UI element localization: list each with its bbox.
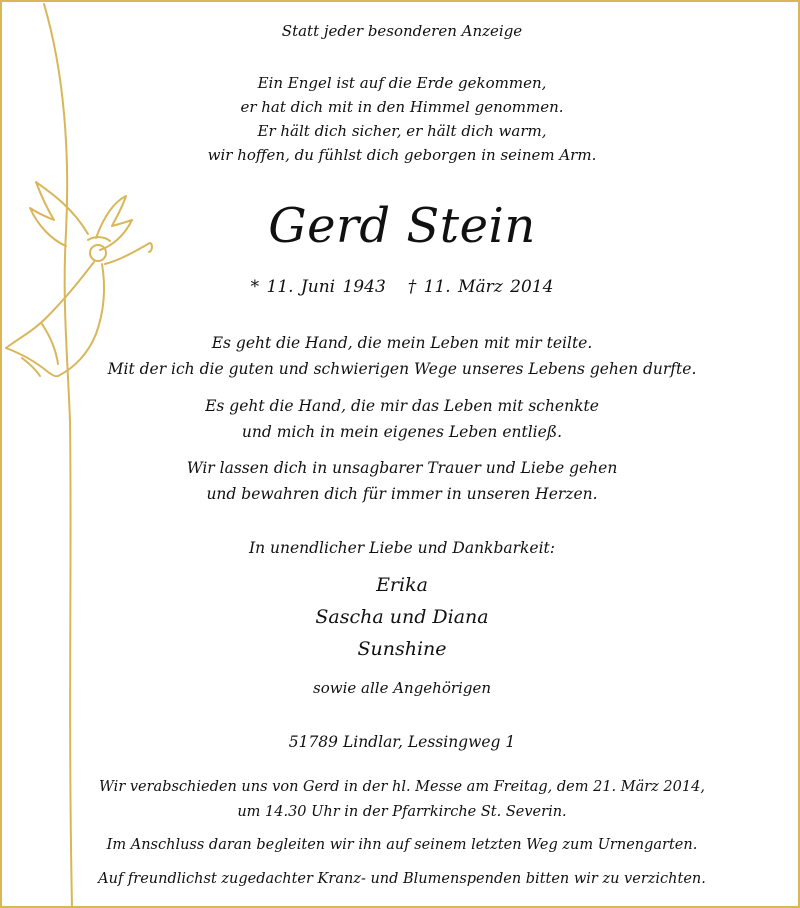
verse-line: Es geht die Hand, die mein Leben mit mir teilte.	[211, 334, 593, 352]
birth-date: * 11. Juni 1943	[250, 277, 386, 297]
relatives-line: sowie alle Angehörigen	[313, 679, 491, 697]
flowers-line: Auf freundlichst zugedachter Kranz- und Blumenspenden bitten wir zu verzichten.	[98, 871, 706, 887]
family-member: Sunshine	[357, 638, 447, 660]
death-date: † 11. März 2014	[407, 277, 554, 297]
verse-line: und mich in mein eigenes Leben entließ.	[241, 423, 563, 441]
family-member: Erika	[376, 574, 428, 596]
family-member: Sascha und Diana	[315, 606, 489, 628]
verse-line: Mit der ich die guten und schwierigen Wege unseres Lebens gehen durfte.	[107, 360, 697, 378]
address-line: 51789 Lindlar, Lessingweg 1	[288, 733, 516, 751]
verse-line: und bewahren dich für immer in unseren Herzen.	[206, 485, 598, 503]
burial-line: Im Anschluss daran begleiten wir ihn auf seinem letzten Weg zum Urnengarten.	[106, 837, 698, 853]
verse-line: Es geht die Hand, die mir das Leben mit schenkte	[205, 397, 599, 415]
verse-line: Wir lassen dich in unsagbarer Trauer und Liebe gehen	[186, 459, 618, 477]
deceased-name: Gerd Stein	[268, 198, 536, 254]
poem-line: wir hoffen, du fühlst dich geborgen in seinem Arm.	[207, 146, 597, 164]
header-line: Statt jeder besonderen Anzeige	[281, 22, 523, 40]
poem-line: Er hält dich sicher, er hält dich warm,	[257, 122, 547, 140]
life-dates	[2, 277, 800, 297]
service-line: um 14.30 Uhr in der Pfarrkirche St. Severin.	[237, 804, 567, 820]
dedication-line: In unendlicher Liebe und Dankbarkeit:	[248, 539, 555, 557]
service-line: Wir verabschieden uns von Gerd in der hl. Messe am Freitag, dem 21. März 2014,	[99, 779, 705, 795]
poem-line: Ein Engel ist auf die Erde gekommen,	[257, 74, 547, 92]
poem-line: er hat dich mit in den Himmel genommen.	[240, 98, 564, 116]
